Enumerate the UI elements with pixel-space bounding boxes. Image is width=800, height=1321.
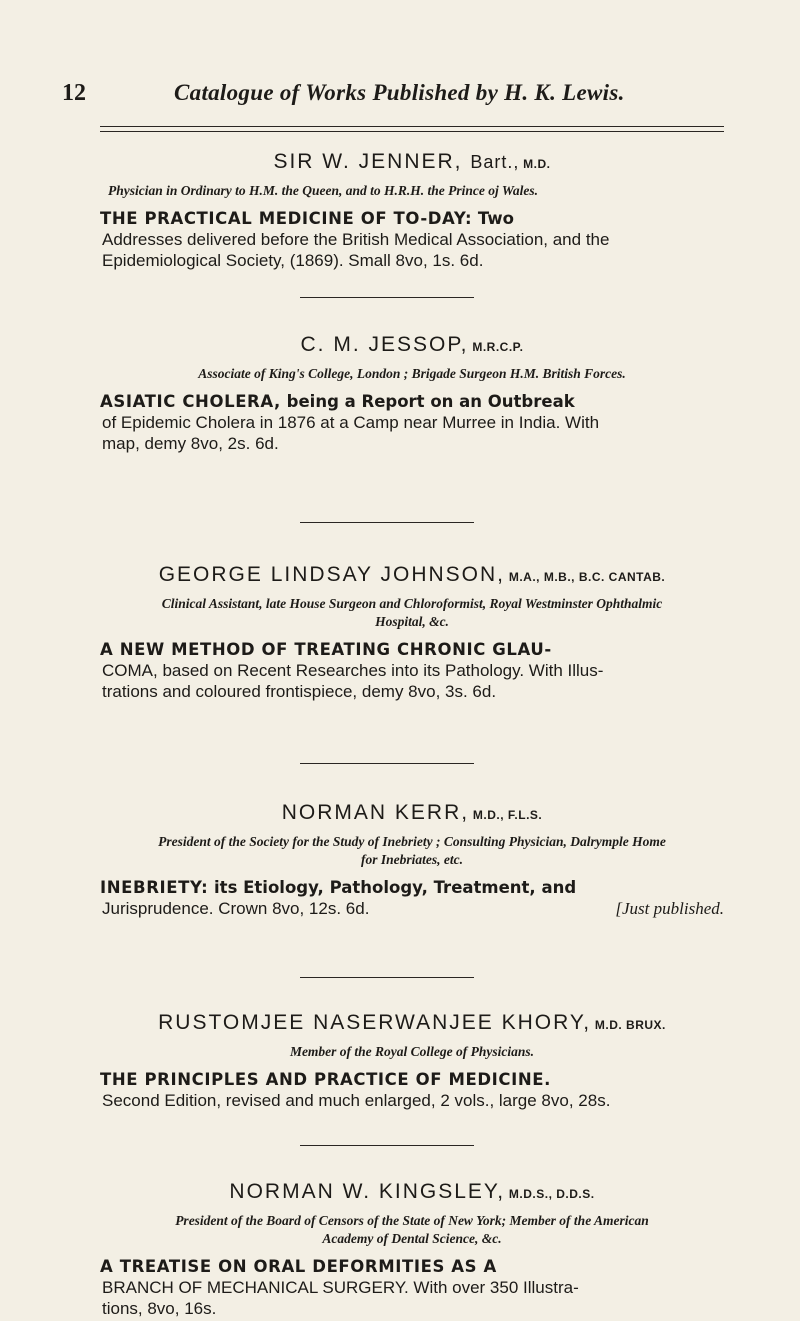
work-details-text: Jurisprudence. Crown 8vo, 12s. 6d.	[102, 899, 370, 918]
author-text: NORMAN KERR,	[281, 801, 470, 824]
author-description-line: Hospital, &c.	[375, 614, 449, 629]
work-title: THE PRINCIPLES AND PRACTICE OF MEDICINE.	[100, 1070, 551, 1089]
work-title-line	[100, 1069, 724, 1090]
author-degree: M.D., F.L.S.	[469, 808, 543, 822]
author-description	[100, 595, 724, 631]
work-details	[100, 229, 724, 271]
page-header	[62, 80, 760, 120]
author-name	[100, 801, 724, 827]
work-details-line: Addresses delivered before the British Medical Association, and the	[102, 230, 610, 249]
author-degree: M.D.S., D.D.S.	[505, 1187, 595, 1201]
section-divider	[300, 763, 474, 764]
work-title: A NEW METHOD OF TREATING CHRONIC GLAU-	[100, 640, 552, 659]
author-text: RUSTOMJEE NASERWANJEE KHORY,	[158, 1011, 592, 1034]
author-text: GEORGE LINDSAY JOHNSON,	[158, 563, 505, 586]
author-description	[100, 1212, 724, 1248]
work-title-line	[100, 208, 724, 229]
section-divider	[300, 1145, 474, 1146]
author-degree: M.D. BRUX.	[591, 1018, 666, 1032]
work-title-rest: its Etiology, Pathology, Treatment, and	[208, 878, 577, 897]
work-details-line: COMA, based on Recent Researches into its Pathology. With Illus-	[102, 661, 604, 680]
work-details	[100, 1090, 724, 1111]
author-description: Associate of King's College, London ; Brigade Surgeon H.M. British Forces.	[198, 366, 626, 381]
work-title-line	[100, 391, 724, 412]
work-details-line: Epidemiological Society, (1869). Small 8vo, 1s. 6d.	[102, 251, 484, 270]
publication-note: [Just published.	[615, 899, 724, 918]
work-title-line	[100, 1256, 724, 1277]
work-details	[100, 898, 724, 919]
work-title-line	[100, 877, 724, 898]
work-details-line: BRANCH OF MECHANICAL SURGERY. With over 350 Illustra-	[102, 1278, 579, 1297]
page-number: 12	[62, 80, 86, 106]
work-details-line: trations and coloured frontispiece, demy 8vo, 3s. 6d.	[102, 682, 497, 701]
work-details-line	[102, 898, 724, 919]
catalogue-entry-jessop	[100, 333, 724, 454]
author-degree: M.A., M.B., B.C. CANTAB.	[505, 570, 666, 584]
work-title-rest: Two	[472, 209, 514, 228]
author-text: SIR W. JENNER,	[273, 150, 471, 173]
work-title: ASIATIC CHOLERA,	[100, 392, 281, 411]
catalogue-entry-khory	[100, 1011, 724, 1111]
author-text: NORMAN W. KINGSLEY,	[229, 1180, 506, 1203]
author-description-line: President of the Board of Censors of the State of New York; Member of the American	[175, 1213, 649, 1228]
author-degree: M.R.C.P.	[468, 340, 524, 354]
work-title: A TREATISE ON ORAL DEFORMITIES AS A	[100, 1257, 497, 1276]
work-details-line: Second Edition, revised and much enlarged, 2 vols., large 8vo, 28s.	[102, 1091, 611, 1110]
author-name	[100, 563, 724, 589]
author-text: C. M. JESSOP,	[300, 333, 469, 356]
author-degree: M.D.	[519, 157, 551, 171]
catalogue-entry-kingsley	[100, 1180, 724, 1319]
work-details	[100, 412, 724, 454]
work-details	[100, 660, 724, 702]
header-rule	[100, 126, 724, 132]
author-name	[100, 333, 724, 359]
author-name	[100, 1011, 724, 1037]
author-description-line: for Inebriates, etc.	[361, 852, 463, 867]
running-title: Catalogue of Works Published by H. K. Lewis.	[174, 80, 625, 105]
work-title: THE PRACTICAL MEDICINE OF TO-DAY:	[100, 209, 473, 228]
catalogue-entry-jenner	[100, 150, 724, 271]
work-details	[100, 1277, 724, 1319]
author-name	[100, 1180, 724, 1206]
author-description	[100, 833, 724, 869]
section-divider	[300, 977, 474, 978]
work-details-line: tions, 8vo, 16s.	[102, 1299, 217, 1318]
work-details-line: of Epidemic Cholera in 1876 at a Camp near Murree in India. With	[102, 413, 600, 432]
author-name	[100, 150, 724, 176]
author-description: Member of the Royal College of Physicians.	[289, 1044, 535, 1059]
work-title-line	[100, 639, 724, 660]
author-description-line: President of the Society for the Study of Inebriety ; Consulting Physician, Dalrymple Home	[158, 834, 666, 849]
catalogue-entry-kerr	[100, 801, 724, 919]
author-suffix: Bart.,	[470, 152, 520, 172]
work-details-line: map, demy 8vo, 2s. 6d.	[102, 434, 279, 453]
author-description-line: Clinical Assistant, late House Surgeon and Chloroformist, Royal Westminster Ophthalmic	[161, 596, 663, 611]
author-description: Physician in Ordinary to H.M. the Queen, and to H.R.H. the Prince oj Wales.	[108, 183, 539, 198]
work-title: INEBRIETY:	[100, 878, 209, 897]
author-description-line: Academy of Dental Science, &c.	[322, 1231, 502, 1246]
section-divider	[300, 297, 474, 298]
section-divider	[300, 522, 474, 523]
work-title-rest: being a Report on an Outbreak	[280, 392, 575, 411]
catalogue-entry-johnson	[100, 563, 724, 702]
